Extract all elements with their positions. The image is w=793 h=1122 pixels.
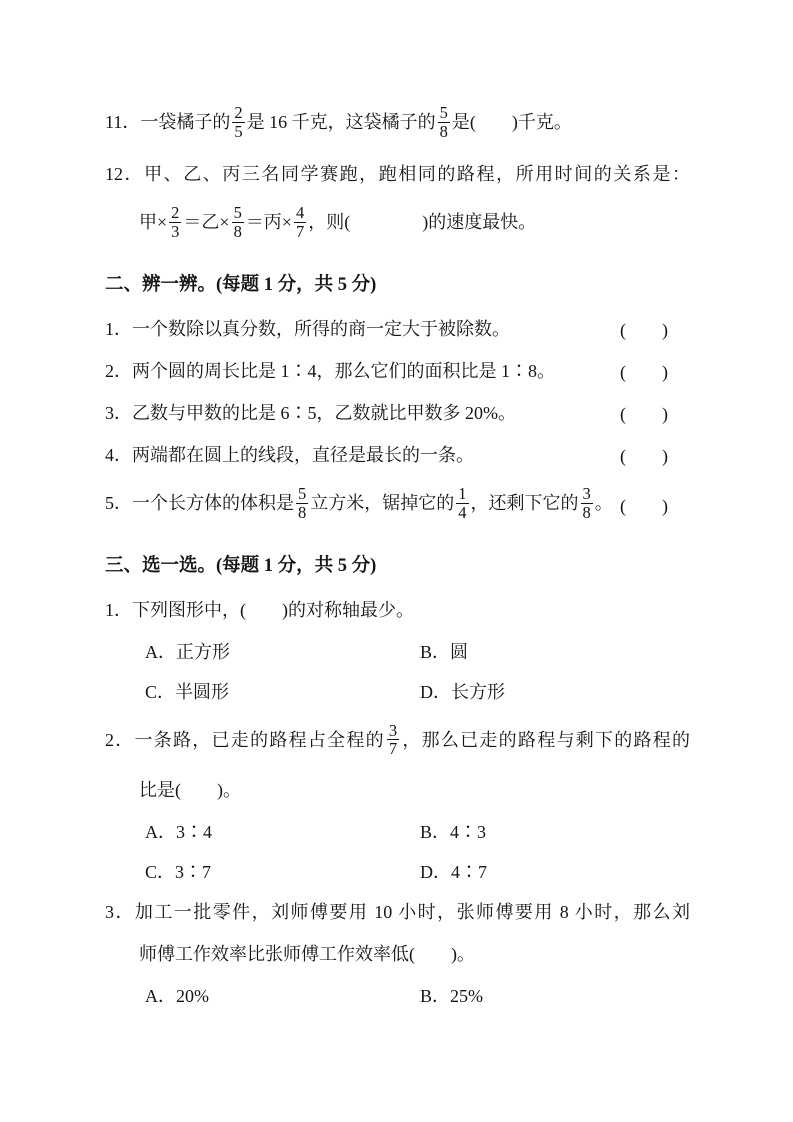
line-text: [139, 942, 475, 966]
option-item: B．25%: [420, 986, 483, 1006]
judge-question-4: [105, 434, 690, 476]
text-run: ＝乙×: [183, 212, 230, 233]
line-text: [139, 778, 241, 802]
choice-question-1: [105, 589, 690, 631]
section-2-header: [105, 262, 690, 308]
fraction: [438, 104, 450, 140]
text-run: 。: [594, 493, 613, 514]
fraction-numerator: 1: [458, 484, 467, 504]
fraction-numerator: 3: [582, 484, 591, 504]
text-run: ，则( )的速度最快。: [308, 212, 537, 233]
fraction-numerator: 4: [295, 203, 305, 223]
section-3-header: [105, 543, 690, 589]
choice-question-2-line1: [105, 711, 690, 769]
answer-blank: ( ): [620, 362, 668, 382]
option-item: A．3∶4: [145, 822, 212, 842]
text-run: ＝丙×: [245, 212, 292, 233]
fraction: [169, 204, 181, 240]
text-run: 1．一个数除以真分数，所得的商一定大于被除数。: [105, 319, 510, 339]
line-text: [105, 554, 376, 578]
line-text: [139, 203, 537, 242]
line-text: [105, 153, 690, 195]
question-11: [105, 95, 690, 153]
choice-1-options-cd: [105, 671, 690, 711]
text-run: 比是( )。: [139, 780, 241, 800]
fraction: [456, 485, 468, 521]
question-12-line2: [105, 195, 690, 253]
line-text: [105, 273, 376, 297]
fraction: [232, 104, 244, 140]
fraction-numerator: 5: [439, 103, 448, 123]
answer-blank: ( ): [620, 496, 668, 516]
fraction-denominator: 7: [295, 221, 305, 241]
text-run: 3．乙数与甲数的比是 6∶5，乙数就比甲数多 20%。: [105, 403, 516, 423]
text-run: 是 16 千克，这袋橘子的: [246, 112, 436, 133]
answer-blank: ( ): [620, 404, 668, 424]
fraction-numerator: 3: [388, 721, 398, 741]
fraction-numerator: 2: [234, 103, 243, 123]
text-run: 甲×: [139, 212, 168, 233]
choice-3-options-ab: [105, 975, 690, 1015]
option-item: A．正方形: [145, 642, 230, 662]
option-item: D．4∶7: [420, 862, 487, 882]
line-text: [105, 484, 613, 523]
choice-question-3-line1: [105, 891, 690, 933]
fraction: [581, 485, 593, 521]
text-run: 二、辨一辨。(每题 1 分，共 5 分): [105, 275, 377, 295]
fraction-numerator: 2: [171, 203, 180, 223]
judge-question-1: [105, 308, 690, 350]
text-run: ，还剩下它的: [470, 493, 579, 514]
text-run: 4．两端都在圆上的线段，直径是最长的一条。: [105, 445, 474, 465]
fraction: [387, 722, 399, 758]
text-run: 3．加工一批零件，刘师傅要用 10 小时，张师傅要用 8 小时，那么刘: [105, 902, 690, 922]
answer-blank: ( ): [620, 446, 668, 466]
judge-question-2: [105, 350, 690, 392]
text-run: 11．一袋橘子的: [105, 112, 231, 133]
option-item: B．圆: [420, 642, 469, 662]
answer-blank: ( ): [620, 320, 668, 340]
line-text: [105, 359, 555, 383]
text-run: 2．一条路，已走的路程占全程的: [105, 730, 385, 750]
fraction-denominator: 8: [233, 221, 242, 241]
line-text: [105, 103, 572, 142]
choice-2-options-cd: [105, 851, 690, 891]
line-text: [105, 401, 516, 425]
judge-question-5: [105, 476, 690, 534]
option-item: C．3∶7: [145, 862, 212, 882]
option-item: D．长方形: [420, 682, 505, 702]
fraction-numerator: 5: [298, 484, 307, 504]
fraction: [296, 485, 308, 521]
option-item: A．20%: [145, 986, 209, 1006]
text-run: 1．下列图形中，( )的对称轴最少。: [105, 600, 414, 620]
text-run: 5．一个长方体的体积是: [105, 493, 294, 514]
fraction-denominator: 8: [439, 121, 448, 141]
text-run: 12．甲、乙、丙三名同学赛跑，跑相同的路程，所用时间的关系是：: [105, 164, 690, 184]
fraction-numerator: 5: [233, 203, 242, 223]
choice-2-options-ab: [105, 811, 690, 851]
text-run: 师傅工作效率比张师傅工作效率低( )。: [139, 944, 475, 964]
choice-question-3-line2: [105, 933, 690, 975]
line-text: [105, 598, 414, 622]
text-run: 立方米，锯掉它的: [310, 493, 455, 514]
text-run: ，那么已走的路程与剩下的路程的: [401, 730, 690, 750]
line-text: [105, 443, 474, 467]
fraction-denominator: 4: [458, 502, 467, 522]
fraction-denominator: 3: [171, 221, 180, 241]
judge-question-3: [105, 392, 690, 434]
line-text: [105, 891, 690, 933]
choice-question-2-line2: [105, 769, 690, 811]
question-12-line1: [105, 153, 690, 195]
exam-content: [105, 95, 690, 1015]
text-run: 三、选一选。(每题 1 分，共 5 分): [105, 556, 377, 576]
option-item: B．4∶3: [420, 822, 487, 842]
fraction-denominator: 8: [582, 502, 591, 522]
text-run: 是( )千克。: [451, 112, 572, 133]
line-text: [105, 711, 690, 769]
fraction: [232, 204, 244, 240]
fraction-denominator: 5: [234, 121, 243, 141]
fraction-denominator: 8: [298, 502, 307, 522]
choice-1-options-ab: [105, 631, 690, 671]
fraction: [294, 204, 306, 240]
line-text: [105, 317, 510, 341]
fraction-denominator: 7: [388, 739, 398, 759]
text-run: 2．两个圆的周长比是 1∶4，那么它们的面积比是 1∶8。: [105, 361, 555, 381]
option-item: C．半圆形: [145, 682, 230, 702]
